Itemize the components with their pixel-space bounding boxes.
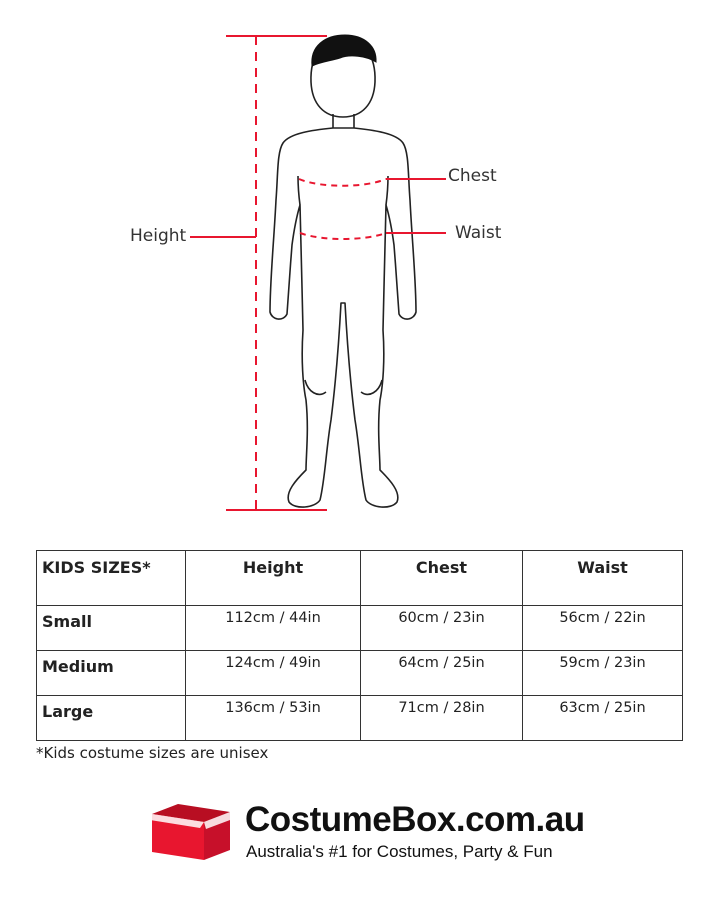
- size-label: Medium: [37, 651, 186, 696]
- brand-name: CostumeBox.com.au: [245, 800, 585, 839]
- header-waist: Waist: [523, 551, 683, 606]
- height-label: Height: [130, 226, 187, 246]
- chest-cell: 60cm / 23in: [361, 606, 523, 651]
- size-label: Large: [37, 696, 186, 741]
- brand-tagline: Australia's #1 for Costumes, Party & Fun: [246, 842, 553, 861]
- height-cell: 136cm / 53in: [186, 696, 361, 741]
- header-height: Height: [186, 551, 361, 606]
- table-row: [37, 606, 683, 651]
- size-table: [36, 550, 683, 741]
- header-kids-sizes: KIDS SIZES*: [37, 551, 186, 606]
- waist-label: Waist: [455, 223, 502, 243]
- table-row: [37, 696, 683, 741]
- header-chest: Chest: [361, 551, 523, 606]
- height-cell: 124cm / 49in: [186, 651, 361, 696]
- chest-cell: 64cm / 25in: [361, 651, 523, 696]
- waist-cell: 59cm / 23in: [523, 651, 683, 696]
- height-cell: 112cm / 44in: [186, 606, 361, 651]
- table-header-row: [37, 551, 683, 606]
- child-silhouette: [270, 38, 416, 507]
- chest-cell: 71cm / 28in: [361, 696, 523, 741]
- chest-label: Chest: [448, 166, 497, 186]
- size-label: Small: [37, 606, 186, 651]
- unisex-footnote: *Kids costume sizes are unisex: [36, 744, 269, 762]
- waist-cell: 63cm / 25in: [523, 696, 683, 741]
- waist-cell: 56cm / 22in: [523, 606, 683, 651]
- table-row: [37, 651, 683, 696]
- red-box-icon: [150, 802, 232, 862]
